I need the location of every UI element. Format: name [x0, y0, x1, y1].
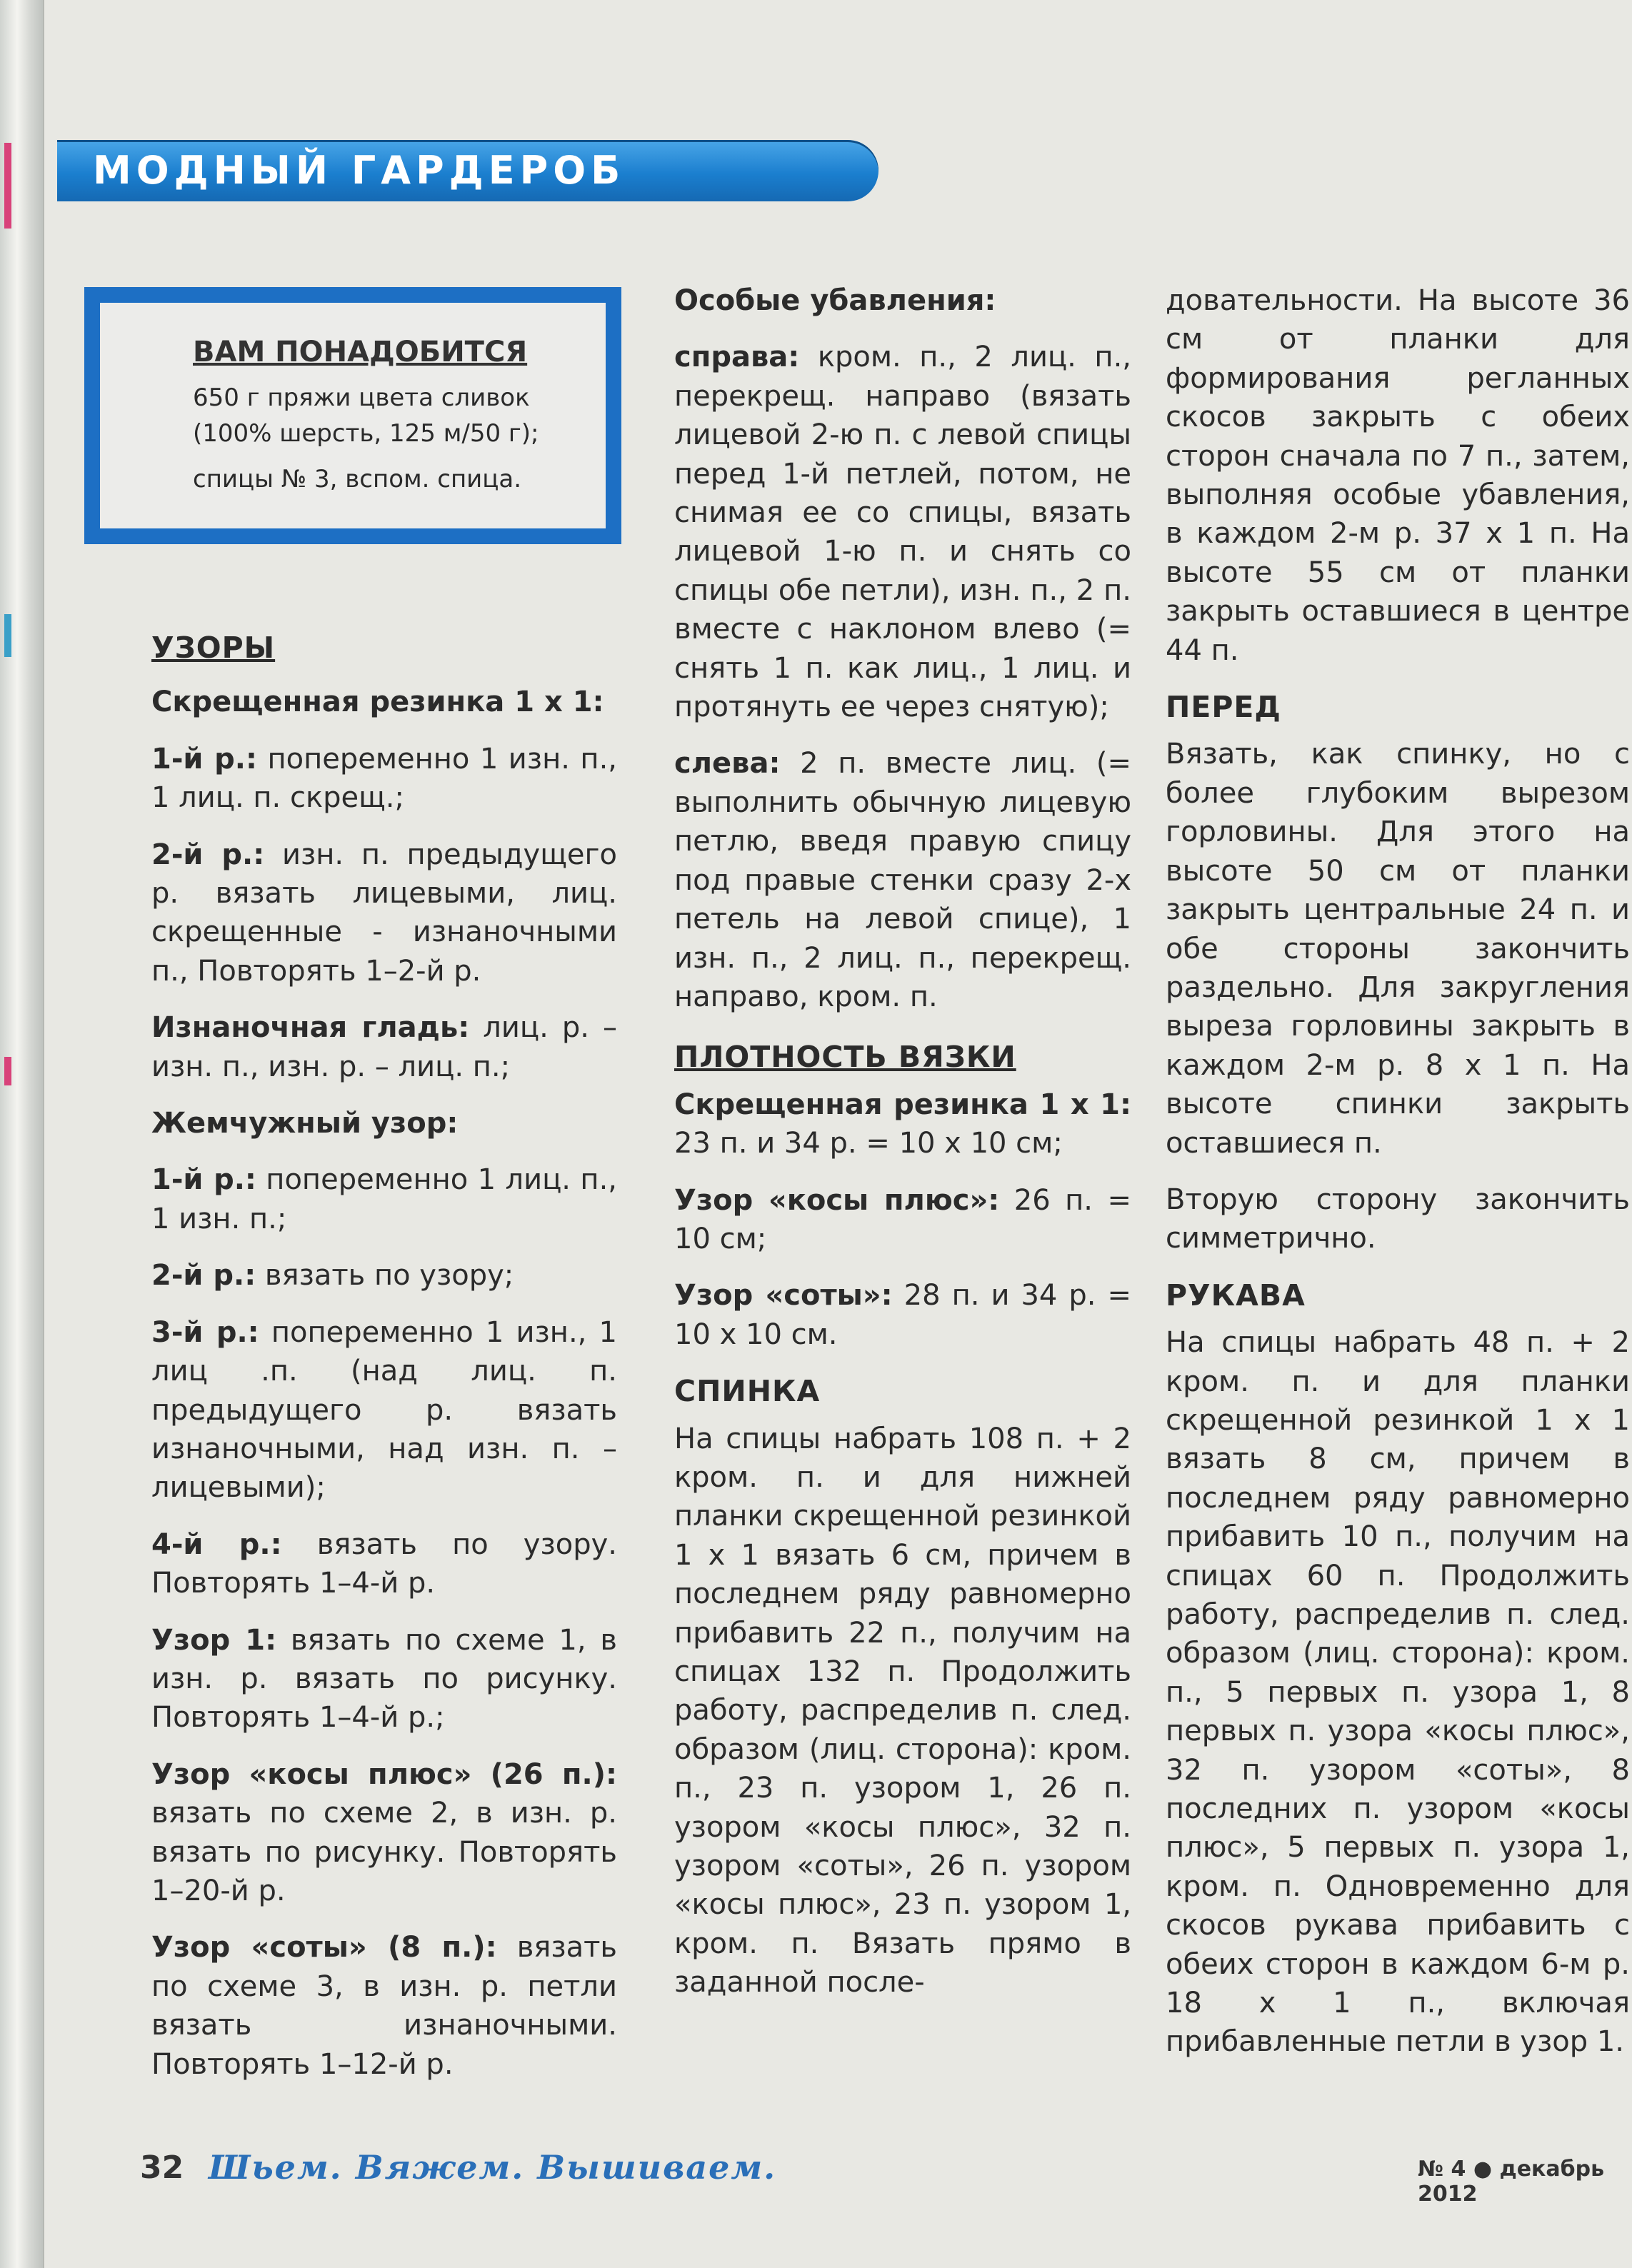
paragraph	[151, 1928, 617, 2084]
patterns-heading: УЗОРЫ	[151, 631, 276, 665]
row-label: Изнаночная гладь:	[151, 1011, 470, 1045]
row-label: 1-й р.:	[151, 1163, 256, 1197]
paragraph	[674, 744, 1131, 1016]
decreases-heading: Особые убавления:	[674, 284, 996, 317]
supplies-title: ВАМ ПОНАДОБИТСЯ	[193, 336, 528, 368]
front-paragraph: Вязать, как спинку, но с более глубоким вырезом горловины. Для этого на высоте 50 см от планки закрыть центральные 24 п. и обе стороны закончить раздельно. Для закругления выреза горловины закрыть в каждом 2-м р. 8 х 1 п. На высоте спинки закрыть оставшиеся п.	[1166, 738, 1630, 1160]
row-text: попеременно 1 изн. п., 1 лиц. п. скрещ.;	[151, 742, 617, 815]
color-strip	[4, 143, 11, 229]
paragraph	[151, 740, 617, 818]
column-patterns	[151, 628, 617, 2102]
row-label: Узор 1:	[151, 1623, 277, 1657]
paragraph	[674, 338, 1131, 726]
row-text: 23 п. и 34 р. = 10 х 10 см;	[674, 1127, 1063, 1160]
supplies-box	[84, 287, 621, 544]
paragraph	[674, 1181, 1131, 1259]
row-text: вязать по схеме 3, в изн. р. петли вязать изнаночными. Повторять 1–12-й р.	[151, 1931, 617, 2081]
paragraph	[151, 836, 617, 991]
row-text: попеременно 1 изн., 1 лиц .п. (над лиц. п. предыдущего р. вязать изнаночными, над изн. п. – лицевыми);	[151, 1315, 617, 1505]
gauge-heading: ПЛОТНОСТЬ ВЯЗКИ	[674, 1040, 1016, 1075]
paragraph	[151, 1160, 617, 1238]
row-text: вязать по узору. Повторять 1–4-й р.	[151, 1527, 617, 1600]
paragraph	[674, 1085, 1131, 1163]
back-paragraph: На спицы набрать 108 п. + 2 кром. п. и для нижней планки скрещенной резинкой 1 х 1 вязать 6 см, причем в последнем ряду равномерно прибавить 22 п., получим на спицах 132 п. Продолжить работу, распределив п. след. образом (лиц. сторона): кром. п., 23 п. узором 1, 26 п. узором «косы плюс», 32 п. узором «соты», 26 п. узором «косы плюс», 23 п. узором 1, кром. п. Вязать прямо в заданной после-	[674, 1422, 1131, 1999]
row-text: 2 п. вместе лиц. (= выполнить обычную лицевую петлю, введя правую спицу под правые стенки сразу 2-х петель на левой спице), 1 изн. п., 2 лиц. п., перекрещ. направо, кром. п.	[674, 747, 1131, 1013]
magazine-title: Шьем. Вяжем. Вышиваем.	[209, 2148, 777, 2187]
back-continued-paragraph: довательности. На высоте 36 см от планки для формирования регланных скосов закрыть с обеих сторон сначала по 7 п., затем, выполняя особые убавления, в каждом 2-м р. 37 х 1 п. На высоте 55 см от планки закрыть оставшиеся в центре 44 п.	[1166, 284, 1630, 667]
row-label: слева:	[674, 747, 781, 781]
row-label: справа:	[674, 341, 800, 374]
row-label: 2-й р.:	[151, 838, 265, 871]
row-label: Узор «соты»:	[674, 1279, 893, 1313]
pearl-pattern-heading: Жемчужный узор:	[151, 1107, 459, 1140]
paragraph	[674, 1276, 1131, 1354]
row-label: Скрещенная резинка 1 х 1:	[674, 1088, 1131, 1121]
second-side-paragraph: Вторую сторону закончить симметрично.	[1166, 1183, 1630, 1255]
paragraph	[151, 1621, 617, 1737]
row-text: 26 п. = 10 см;	[674, 1183, 1132, 1255]
row-text: вязать по узору;	[256, 1259, 514, 1293]
sleeves-paragraph: На спицы набрать 48 п. + 2 кром. п. и для планки скрещенной резинкой 1 х 1 вязать 8 см, причем в последнем ряду равномерно прибавить 10 п., получим на спицах 60 п. Продолжить работу, распределив п. след. образом (лиц. сторона): кром. п., 5 первых п. узора 1, 8 первых п. узора «косы плюс», 32 п. узором «соты», 8 последних п. узором «косы плюс», 5 первых п. узора 1, кром. п. Одновременно для скосов рукава прибавить с обеих сторон в каждом 6-м р. 18 х 1 п., включая прибавленные петли в узор 1.	[1166, 1326, 1630, 2059]
color-strip	[4, 1057, 11, 1085]
supplies-needles: спицы № 3, вспом. спица.	[193, 465, 522, 493]
crossed-rib-heading: Скрещенная резинка 1 х 1:	[151, 686, 604, 719]
row-label: 3-й р.:	[151, 1315, 259, 1349]
row-text: 28 п. и 34 р. = 10 х 10 см.	[674, 1279, 1131, 1351]
column-decreases	[674, 281, 1131, 2020]
paragraph	[151, 1008, 617, 1086]
paragraph	[151, 1313, 617, 1507]
row-text: изн. п. предыдущего р. вязать лицевыми, лиц. скрещенные - изнаночными п., Повторять 1–2-й р.	[151, 838, 617, 988]
paragraph	[151, 1525, 617, 1603]
row-label: 4-й р.:	[151, 1527, 282, 1561]
row-text: кром. п., 2 лиц. п., перекрещ. направо (вязать лицевой 2-ю п. с левой спицы перед 1-й петлей, потом, не снимая ее со спицы, вязать лицевой 1-ю п. и снять со спицы обе петли), изн. п., 2 п. вместе с наклоном влево (= снять 1 п. как лиц., 1 лиц. и протянуть ее через снятую);	[674, 341, 1131, 724]
issue-info: № 4 ● декабрь 2012	[1418, 2157, 1605, 2207]
row-text: вязать по схеме 1, в изн. р. вязать по рисунку. Повторять 1–4-й р.;	[151, 1623, 617, 1735]
paragraph	[151, 1755, 617, 1911]
magazine-binding-edge	[0, 0, 44, 2268]
sleeves-heading: РУКАВА	[1166, 1278, 1306, 1313]
row-label: Узор «косы плюс» (26 п.):	[151, 1757, 617, 1791]
column-front-sleeves	[1166, 281, 1630, 2079]
color-strip	[4, 614, 11, 657]
supplies-box-inner	[100, 303, 606, 528]
row-text: лиц. р. – изн. п., изн. р. – лиц. п.;	[151, 1011, 617, 1083]
row-text: попеременно 1 лиц. п., 1 изн. п.;	[151, 1163, 617, 1235]
paragraph	[151, 1256, 617, 1295]
section-title: МОДНЫЙ ГАРДЕРОБ	[93, 148, 626, 193]
row-label: 2-й р.:	[151, 1259, 256, 1293]
front-heading: ПЕРЕД	[1166, 690, 1281, 725]
supplies-yarn: 650 г пряжи цвета сливок (100% шерсть, 125 м/50 г);	[193, 383, 539, 448]
row-text: вязать по схеме 2, в изн. р. вязать по рисунку. Повторять 1–20-й р.	[151, 1797, 617, 1907]
back-heading: СПИНКА	[674, 1374, 821, 1409]
row-label: 1-й р.:	[151, 742, 257, 776]
row-label: Узор «соты» (8 п.):	[151, 1931, 497, 1965]
row-label: Узор «косы плюс»:	[674, 1183, 1000, 1217]
page-number: 32	[140, 2149, 184, 2186]
